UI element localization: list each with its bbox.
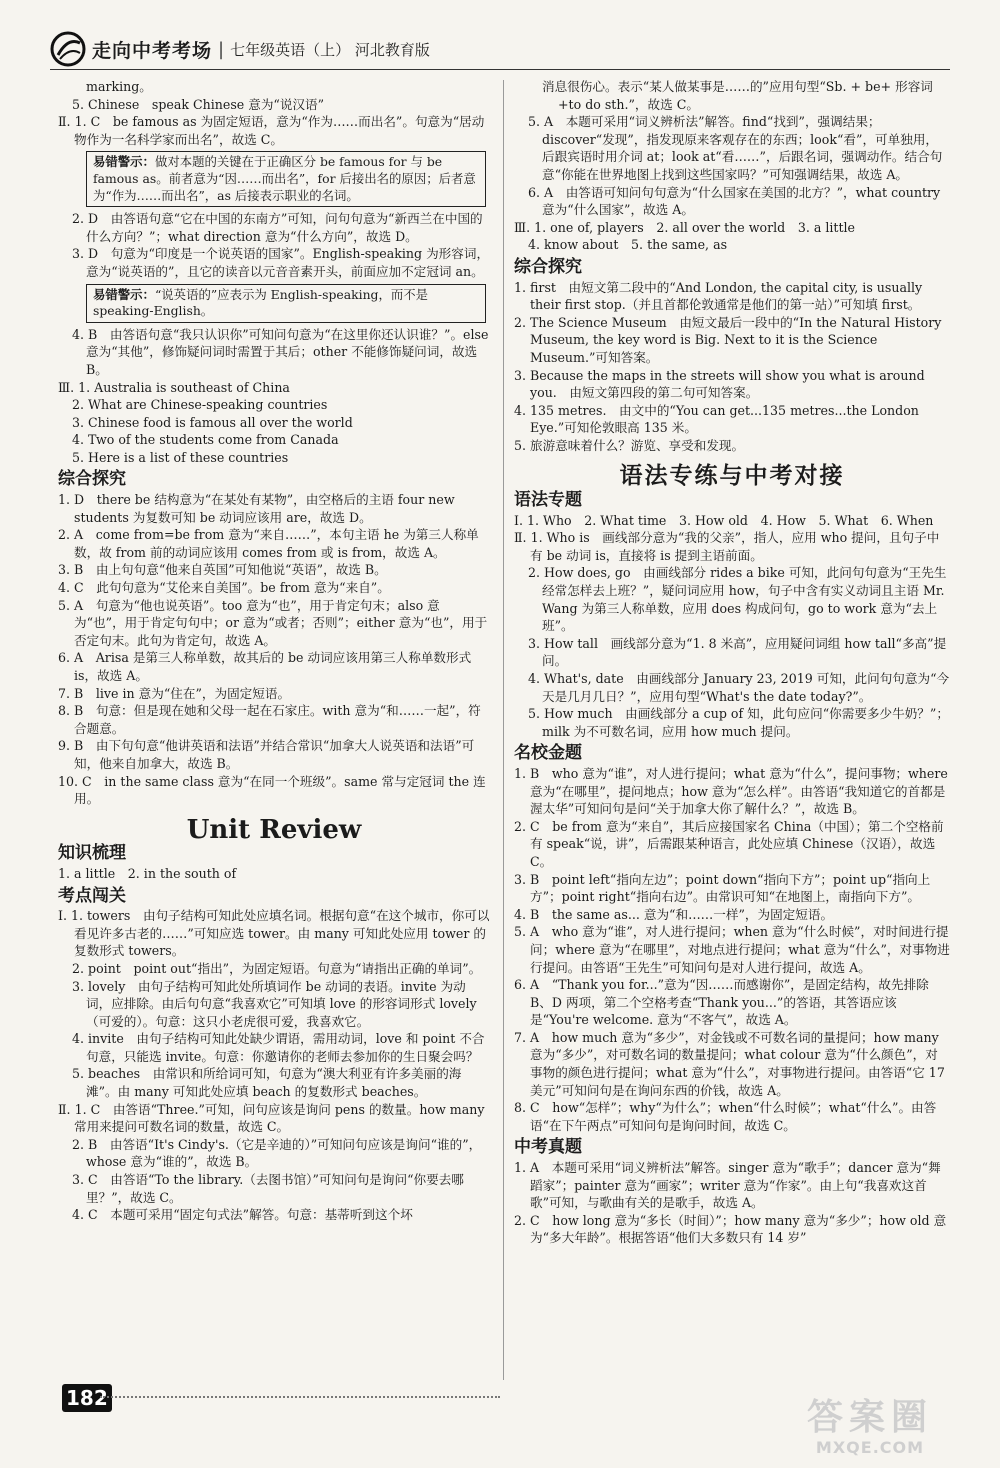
answer-item: 10. C in the same class 意为“在同一个班级”。same 常与定冠词 the 连用。 xyxy=(58,773,486,807)
answer-item: 1. A 本题可采用“词义辨析法”解答。singer 意为“歌手”；dancer 意为“舞蹈家”；painter 意为“画家”；writer 意为“作家”。由上句“我喜欢这首歌”可知，与歌曲有关的是歌手，故选 A。 xyxy=(514,1160,941,1211)
answer-item: 5. Chinese speak Chinese 意为“说汉语” xyxy=(72,96,325,112)
answer-item: 8. B 句意：但是现在她和父母一起在石家庄。with 意为“和……一起”，符合题意。 xyxy=(58,703,481,736)
answer-item: 2. point point out“指出”，为固定短语。句意为“请指出正确的单词”。 xyxy=(72,960,482,976)
section-heading-knowledge: 知识梳理 xyxy=(58,843,126,864)
answer-item: 3. lovely 由句子结构可知此处所填词作 be 动词的表语。invite 为动词，应排除。由后句句意“我喜欢它”可知填 love 的形容词形式 lovely（可爱的）。句意：这只小老虎很可爱，我喜欢它。 xyxy=(72,978,477,1029)
unit-review-title: Unit Review xyxy=(186,814,362,845)
answer-item: Ⅱ. 1. C 由答语“Three.”可知，问句应该是询问 pens 的数量。how many 常用来提问可数名词的数量，故选 C。 xyxy=(58,1101,485,1135)
answer-item: 2. The Science Museum 由短文最后一段中的“In the Natural History Museum, the key word is Big. Next to it is the Science Museum.”可知答案。 xyxy=(514,314,942,365)
left-mid-answers xyxy=(58,210,490,280)
left-rest-answers xyxy=(58,326,490,467)
answer-item: 5. A 句意为“他也说英语”。too 意为“也”，用于肯定句末；also 意为“也”，用于肯定句句中；or 意为“或者；否则”；either 意为“也”，用于否定句末。此句为肯定句，故选 A。 xyxy=(58,597,488,648)
answer-item: 2. C how long 意为“多长（时间）”；how many 意为“多少”；how old 意为“多大年龄”。根据答语“他们大多数只有 14 岁” xyxy=(514,1212,947,1246)
answer-item: Ⅰ. 1. Who 2. What time 3. How old 4. How 5. What 6. When xyxy=(514,512,934,528)
answer-item: 4. C 此句句意为“艾伦来自美国”。be from 意为“来自”。 xyxy=(58,580,390,596)
error-warning-box-2 xyxy=(86,284,486,323)
famous-school-answers xyxy=(514,765,950,1134)
explore-answers xyxy=(58,491,490,808)
answer-item: Ⅲ. 1. Australia is southeast of China xyxy=(58,379,290,395)
answer-item: 8. C how“怎样”；why“为什么”；when“什么时候”；what“什么”。由答语“在下午两点”可知问句是询问时间，故选 C。 xyxy=(514,1100,937,1133)
publisher-logo-icon xyxy=(50,31,86,67)
footer-rule xyxy=(100,1396,500,1398)
explore-answers-2 xyxy=(514,279,950,455)
book-title: 走向中考考场 xyxy=(92,39,213,62)
warning-tag: 易错警示： xyxy=(93,154,155,170)
answer-item: 5. A who 意为“谁”，对人进行提问；when 意为“什么时候”，对时间进行提问；where 意为“在哪里”，对地点进行提问；what 意为“什么”，对事物进行提问。由答语“王先生”可知问句是对人进行提问，故选 A。 xyxy=(514,924,950,975)
section-heading-explore-2: 综合探究 xyxy=(514,256,582,277)
answer-item: 4. 135 metres. 由文中的“You can get...135 metres...the London Eye.”可知伦敦眼高 135 米。 xyxy=(514,402,919,436)
answer-item: 3. C 由答语“To the library.（去图书馆）”可知问句是询问“你要去哪里？”，故选 C。 xyxy=(72,1172,464,1205)
section-heading-famous-schools: 名校金题 xyxy=(514,743,582,764)
answer-item: 9. B 由下句句意“他讲英语和法语”并结合常识“加拿大人说英语和法语”可知，他来自加拿大，故选 B。 xyxy=(58,738,475,771)
answer-item: marking。 xyxy=(86,79,152,94)
answer-item: 3. D 句意为“印度是一个说英语的国家”。English-speaking 为形容词，意为“说英语的”，且它的读音以元音音素开头，前面应加不定冠词 an。 xyxy=(72,246,490,279)
answer-item: 3. B point left“指向左边”；point down“指向下方”；point up“指向上方”；point right“指向右边”。由常识可知“在地图上，南指向下方”。 xyxy=(514,871,931,905)
answer-item: 2. D 由答语句意“它在中国的东南方”可知，问句句意为“新西兰在中国的什么方向？”；what direction 意为“什么方向”，故选 D。 xyxy=(72,211,483,244)
answer-item: 6. A 由答语可知问句句意为“什么国家在美国的北方？”，what country 意为“什么国家”，故选 A。 xyxy=(528,184,941,218)
answer-item: 4. know about 5. the same, as xyxy=(528,237,728,253)
left-top-answers xyxy=(58,78,490,148)
answer-item: 5. 旅游意味着什么？游览、享受和发现。 xyxy=(514,437,745,453)
answer-item: Ⅱ. 1. C be famous as 为固定短语，意为“作为……而出名”。句意为“居动物作为一名科学家而出名”，故选 C。 xyxy=(58,114,485,147)
answer-item: 2. What are Chinese-speaking countries xyxy=(72,397,328,413)
warning-text: 做对本题的关键在于正确区分 be famous for 与 be famous as。前者意为“因……而出名”，for 后接出名的原因；后者意为“作为……而出名”，as 后接表示职业的名词。 xyxy=(93,154,476,203)
answer-item: 4. invite 由句子结构可知此处缺少谓语，需用动词，love 和 point 不合句意，只能选 invite。句意：你邀请你的老师去参加你的生日聚会吗？ xyxy=(72,1031,485,1064)
answer-item: 7. B live in 意为“住在”，为固定短语。 xyxy=(58,685,291,701)
section-heading-explore: 综合探究 xyxy=(58,469,126,490)
answer-item: 5. Here is a list of these countries xyxy=(72,449,289,465)
answer-item: Ⅲ. 1. one of, players 2. all over the world 3. a little xyxy=(514,219,856,235)
checkpoint-answers xyxy=(58,907,490,1224)
grammar-chapter-title: 语法专练与中考对接 xyxy=(619,463,845,490)
site-watermark xyxy=(760,1398,980,1460)
grammar-answers xyxy=(514,512,950,741)
answer-item: Ⅰ. 1. towers 由句子结构可知此处应填名词。根据句意“在这个城市，你可以看见许多古老的……”可知应选 tower。由 many 可知此处应用 tower 的复数形式 towers。 xyxy=(58,908,490,959)
answer-item: 6. A “Thank you for...”意为“因……而感谢你”，是固定结构，故先排除 B、D 两项，第二个空格考查“Thank you...”的答语，其答语应该是“You're welcome. 意为“不客气”，故选 A。 xyxy=(514,977,929,1028)
book-subtitle: 七年级英语（上） 河北教育版 xyxy=(230,40,430,59)
answer-item: 1. first 由短文第二段中的“And London, the capital city, is usually their first stop.（并且首都伦敦通常是他们的第一站）”可知填 first。 xyxy=(514,279,923,313)
answer-item: 2. B 由答语“It's Cindy's.（它是辛迪的）”可知问句应该是询问“谁的”，whose 意为“谁的”，故选 B。 xyxy=(72,1136,482,1170)
warning-text: “说英语的”应表示为 English-speaking，而不是 speaking-English。 xyxy=(93,286,429,319)
page-number: 182 xyxy=(62,1384,112,1412)
section-heading-checkpoints: 考点闯关 xyxy=(58,885,126,906)
answer-item: 3. B 由上句句意“他来自英国”可知他说“英语”，故选 B。 xyxy=(58,562,387,578)
answer-item: 4. What's, date 由画线部分 January 23, 2019 可知，此问句句意为“今天是几月几日？”，应用句型“What's the date today?”。 xyxy=(528,671,950,704)
watermark-text: 答案圈 xyxy=(806,1397,933,1438)
left-column xyxy=(58,78,490,1224)
answer-item: 3. Because the maps in the streets will show you what is around you. 由短文第四段的第二句可知答案。 xyxy=(514,367,925,401)
answer-item: 3. How tall 画线部分意为“1. 8 米高”，应用疑问词组 how tall“多高”提问。 xyxy=(528,635,947,669)
answer-item: 2. C be from 意为“来自”，其后应接国家名 China（中国）；第二个空格前有 speak“说，讲”，后需跟某种语言，此处应填 Chinese（汉语），故选 C。 xyxy=(514,818,944,869)
answer-item: 4. B 由答语句意“我只认识你”可知问句意为“在这里你还认识谁？”。else 意为“其他”，修饰疑问词时需置于其后；other 不能修饰疑问词，故选 B。 xyxy=(72,326,489,377)
answer-item: 5. beaches 由常识和所给词可知，句意为“澳大利亚有许多美丽的海滩”。由 many 可知此处应填 beach 的复数形式 beaches。 xyxy=(72,1066,462,1100)
answer-item: 1. D there be 结构意为“在某处有某物”，由空格后的主语 four new students 为复数可知 be 动词应该用 are，故选 D。 xyxy=(58,492,455,525)
answer-item: 7. A how much 意为“多少”，对金钱或不可数名词的量提问；how many 意为“多少”，对可数名词的数量提问；what colour 意为“什么颜色”，对事物的颜色进行提问；what 意为“什么”，对事物进行提问。由答语“它 17 美元”可知问句是在询问东西的价钱，故选 A。 xyxy=(514,1029,945,1098)
section-heading-grammar: 语法专题 xyxy=(514,490,582,511)
exam-answers xyxy=(514,1159,950,1247)
page-header xyxy=(50,30,950,68)
answer-item: 6. A Arisa 是第三人称单数，故其后的 be 动词应该用第三人称单数形式 is，故选 A。 xyxy=(58,650,472,683)
error-warning-box-1 xyxy=(86,151,486,207)
answer-item: 4. B the same as... 意为“和……一样”，为固定短语。 xyxy=(514,906,834,922)
knowledge-answers: 1. a little 2. in the south of xyxy=(58,865,237,881)
answer-item: 2. A come from=be from 意为“来自……”，本句主语 he 为第三人称单数，故 from 前的动词应该用 comes from 或 is from，故选 A。 xyxy=(58,527,479,560)
header-rule xyxy=(50,69,950,70)
header-separator: | xyxy=(218,38,225,60)
warning-tag: 易错警示： xyxy=(93,286,155,302)
answer-item: 5. A 本题可采用“词义辨析法”解答。find“找到”，强调结果；discover“发现”，指发现原来客观存在的东西；look“看”，可单独用，后跟宾语时用介词 at；look at“看……”，后跟名词，强调动作。结合句意“你能在世界地图上找到这些国家吗？”可知强调结果，故选 A。 xyxy=(528,114,943,182)
answer-item: 5. How much 由画线部分 a cup of 知，此句应问“你需要多少牛奶？”；milk 为不可数名词，应用 how much 提问。 xyxy=(528,706,949,739)
answer-item: Ⅱ. 1. Who is 画线部分意为“我的父亲”，指人，应用 who 提问，且句子中有 be 动词 is，直接将 is 提到主语前面。 xyxy=(514,530,940,563)
right-column xyxy=(514,78,950,1247)
answer-item: 3. Chinese food is famous all over the world xyxy=(72,414,353,430)
column-divider xyxy=(503,80,504,1380)
answer-item: 4. C 本题可采用“固定句式法”解答。句意：基蒂听到这个坏 xyxy=(72,1207,413,1223)
answer-item: 1. B who 意为“谁”，对人进行提问；what 意为“什么”，提问事物；where 意为“在哪里”，提问地点；how 意为“怎么样”。由答语“我知道它的首都是渥太华”可知问句是问“关于加拿大你了解什么？”，故选 B。 xyxy=(514,765,948,817)
section-heading-exam: 中考真题 xyxy=(514,1137,582,1158)
answer-item: 2. How does, go 由画线部分 rides a bike 可知，此问句句意为“王先生经常怎样去上班？”，疑问词应用 how，句子中含有实义动词且主语 Mr. Wang 为第三人称单数，应用 does 构成问句，go to work 意为“去上班”。 xyxy=(528,565,947,634)
watermark-url: MXQE.COM xyxy=(815,1438,925,1457)
answer-item: 消息很伤心。表示“某人做某事是……的”应用句型“Sb. + be+ 形容词 +to do sth.”，故选 C。 xyxy=(542,79,933,112)
answer-item: 4. Two of the students come from Canada xyxy=(72,432,339,448)
right-top-answers xyxy=(514,78,950,254)
